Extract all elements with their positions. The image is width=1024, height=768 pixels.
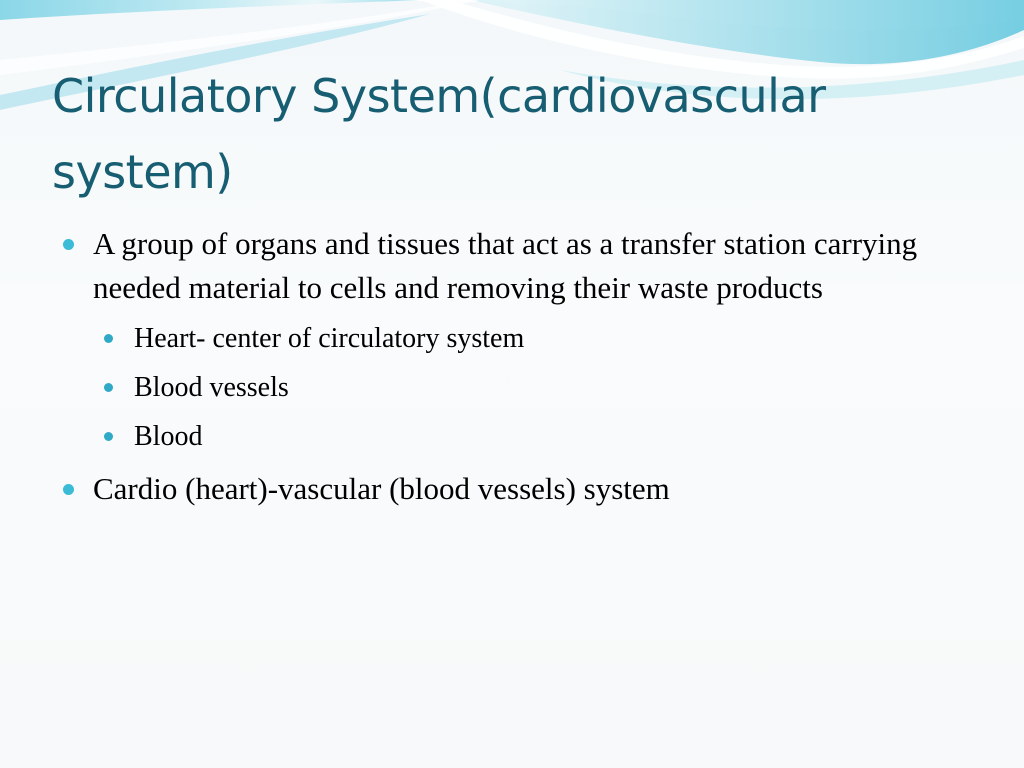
sub-bullet-item [102,319,980,359]
bullet-dot-icon [63,239,74,250]
slide-title: Circulatory System(cardiovascular system) [52,69,826,199]
bullet-dot-icon [63,484,74,495]
bullet-text: A group of organs and tissues that act as a transfer station carrying needed material to cells and removing their waste products [93,226,918,305]
sub-bullet-item [102,368,980,408]
bullet-dot-icon [104,432,113,441]
bullet-item [60,222,980,310]
sub-bullet-text: Blood vessels [134,372,289,403]
bullet-dot-icon [104,383,113,392]
sub-bullet-text: Heart- center of circulatory system [134,323,525,354]
bullet-text: Cardio (heart)-vascular (blood vessels) system [93,471,670,506]
sub-bullet-item [102,417,980,457]
bullet-dot-icon [104,334,113,343]
bullet-list [60,222,980,511]
sub-bullet-text: Blood [134,421,203,452]
bullet-item [60,467,980,511]
